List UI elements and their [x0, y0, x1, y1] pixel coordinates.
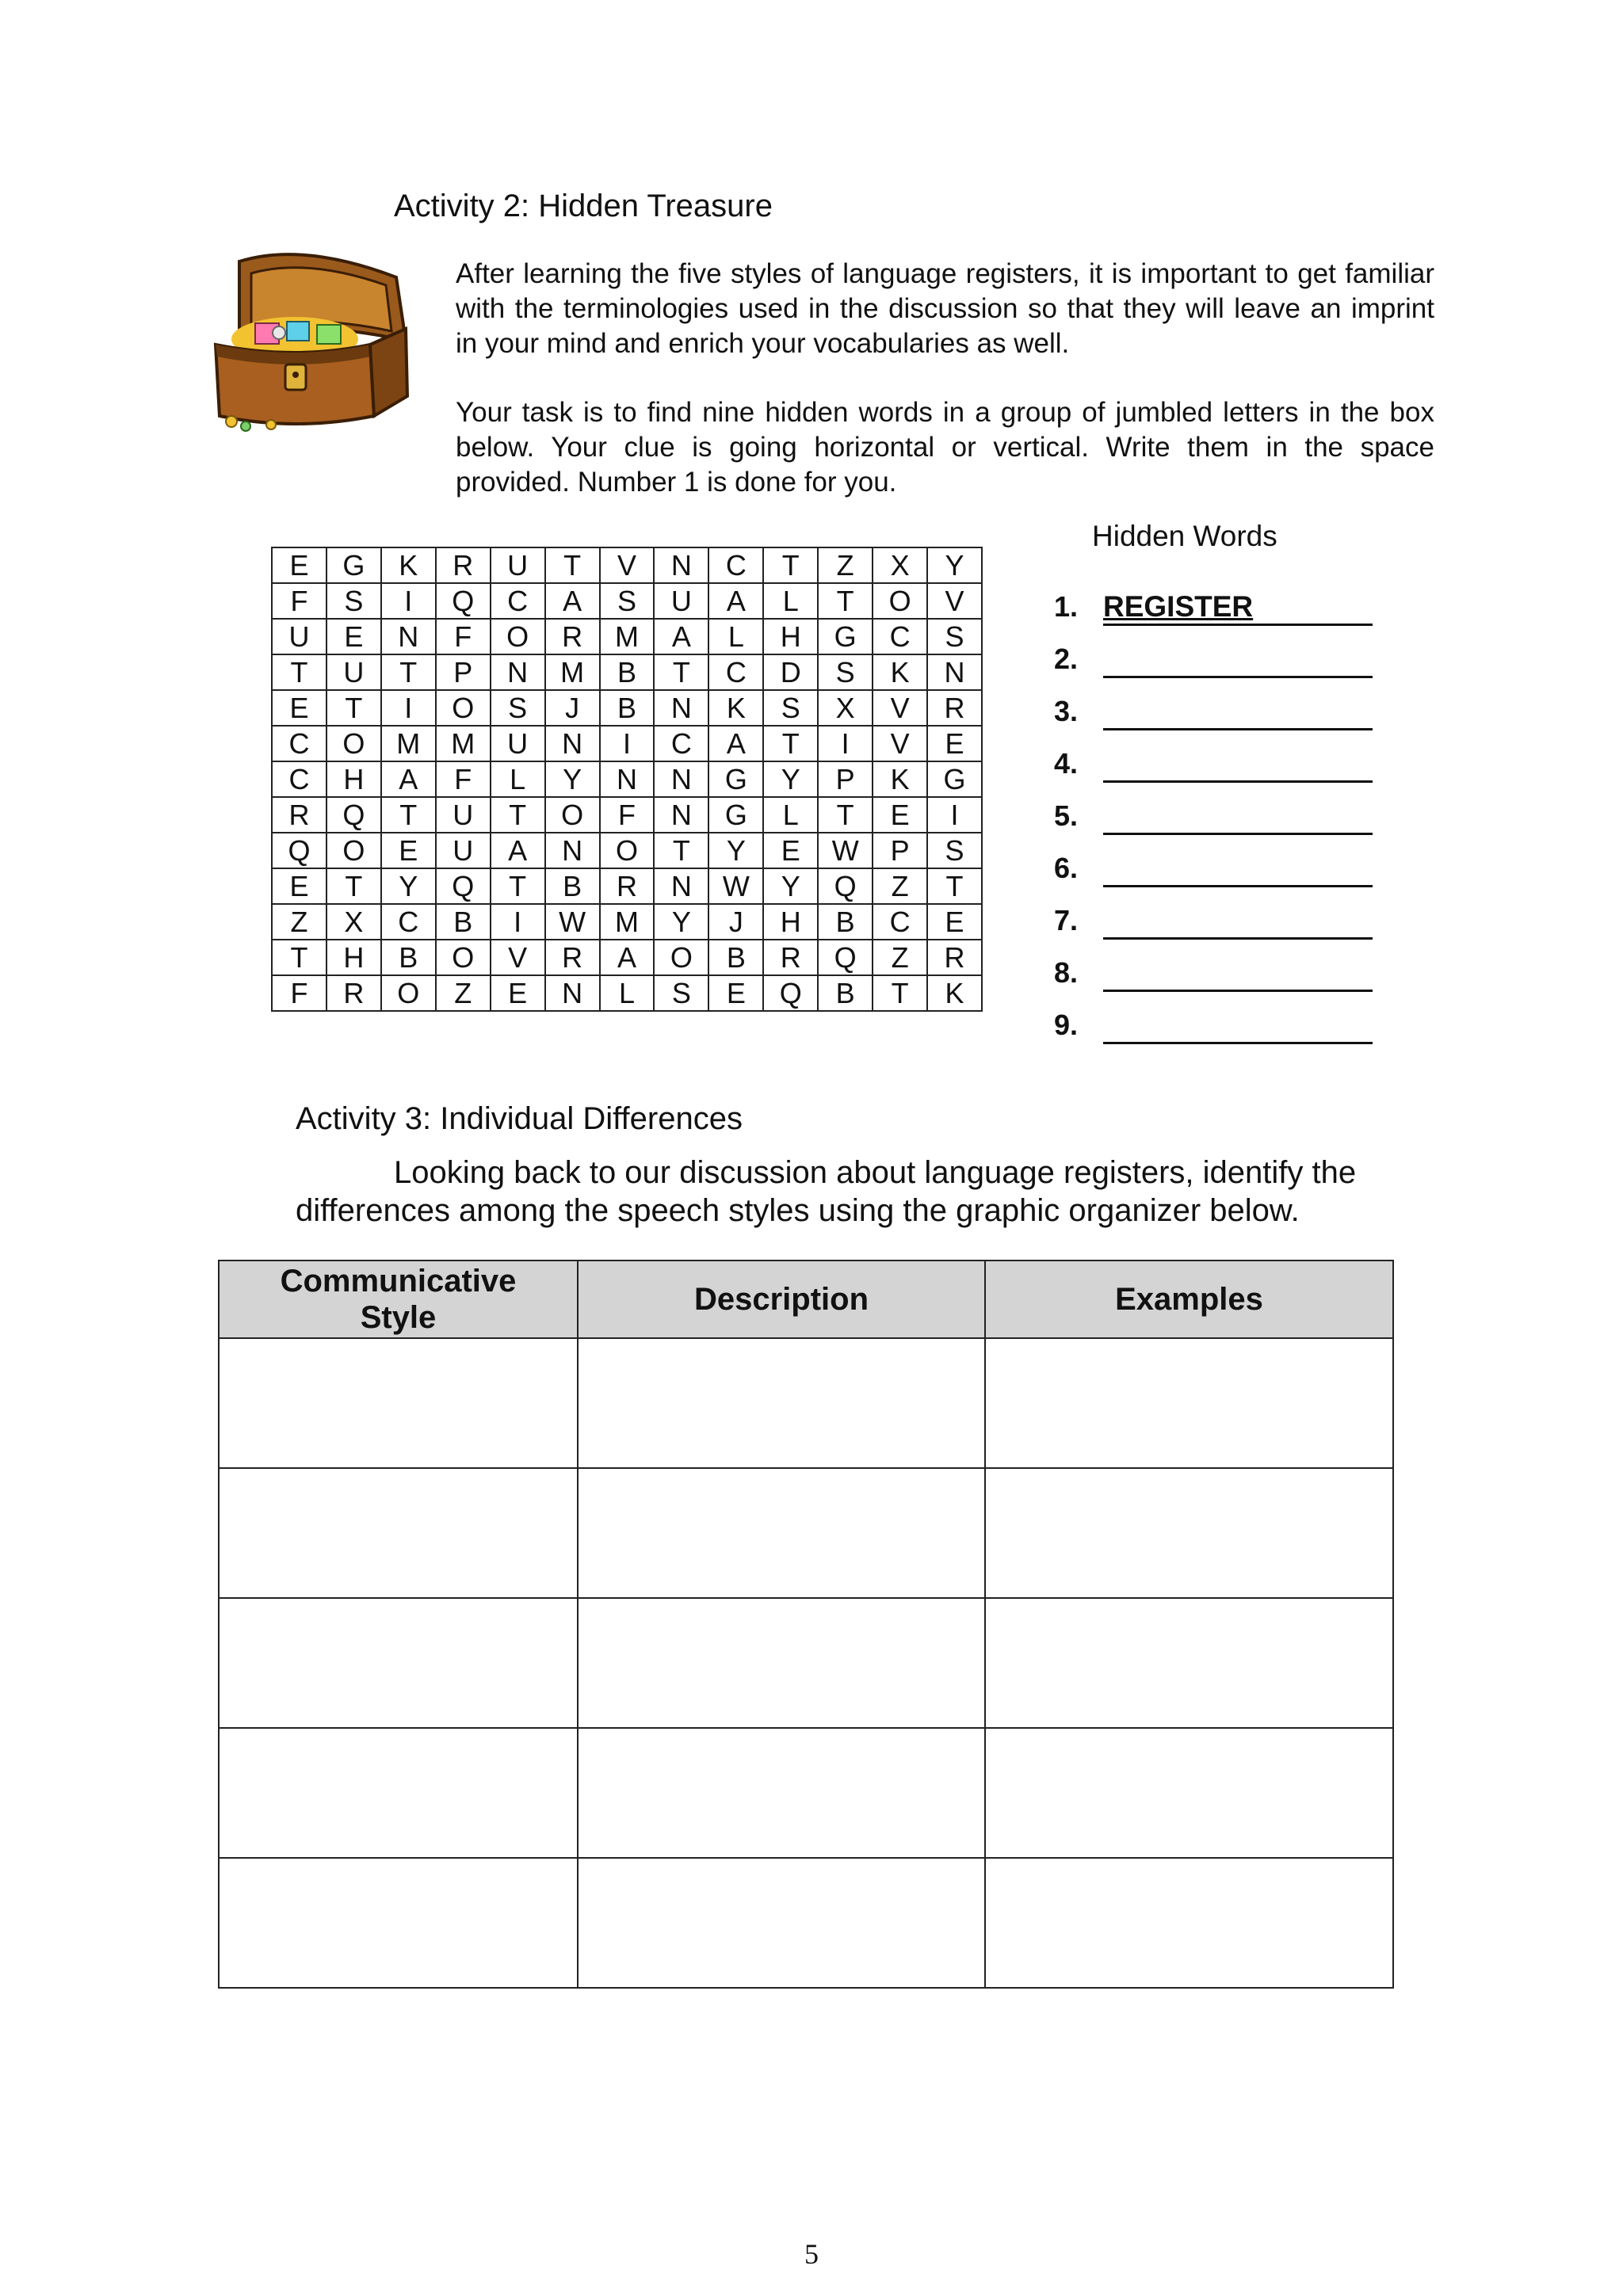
grid-letter-cell[interactable]: P [436, 654, 491, 690]
grid-letter-cell[interactable]: L [600, 975, 655, 1011]
grid-letter-cell[interactable]: C [708, 547, 763, 583]
grid-letter-cell[interactable]: U [272, 619, 327, 654]
grid-letter-cell[interactable]: S [927, 833, 982, 868]
answer-field[interactable]: REGISTER [1103, 590, 1373, 626]
grid-letter-cell[interactable]: M [436, 726, 491, 761]
grid-letter-cell[interactable]: I [381, 583, 436, 619]
grid-letter-cell[interactable]: O [873, 583, 927, 619]
grid-letter-cell[interactable]: T [491, 797, 545, 833]
grid-letter-cell[interactable]: T [381, 654, 436, 690]
answer-field[interactable] [1103, 956, 1373, 992]
grid-letter-cell[interactable]: T [272, 940, 327, 975]
grid-letter-cell[interactable]: W [545, 904, 600, 940]
grid-letter-cell[interactable]: O [600, 833, 655, 868]
grid-letter-cell[interactable]: H [763, 904, 818, 940]
grid-letter-cell[interactable]: C [272, 761, 327, 797]
grid-letter-cell[interactable]: Q [818, 940, 873, 975]
grid-row [272, 726, 982, 761]
grid-letter-cell[interactable]: D [763, 654, 818, 690]
answer-number: 9. [1054, 1009, 1079, 1041]
grid-letter-cell[interactable]: A [654, 619, 708, 654]
answer-number: 8. [1054, 956, 1079, 989]
grid-letter-cell[interactable]: A [708, 583, 763, 619]
grid-letter-cell[interactable]: S [654, 975, 708, 1011]
grid-letter-cell[interactable]: B [436, 904, 491, 940]
grid-letter-cell[interactable]: E [272, 868, 327, 904]
grid-letter-cell[interactable]: T [763, 726, 818, 761]
grid-letter-cell[interactable]: V [873, 726, 927, 761]
grid-letter-cell[interactable]: S [600, 583, 655, 619]
answer-item [1054, 799, 1387, 834]
grid-row [272, 797, 982, 833]
grid-letter-cell[interactable]: M [600, 619, 655, 654]
grid-row [272, 940, 982, 975]
grid-letter-cell[interactable]: T [381, 797, 436, 833]
column-header-description: Description [578, 1261, 985, 1338]
grid-letter-cell[interactable]: L [763, 583, 818, 619]
grid-letter-cell[interactable]: T [272, 654, 327, 690]
table-row [219, 1858, 1393, 1988]
grid-letter-cell[interactable]: A [491, 833, 545, 868]
grid-letter-cell[interactable]: X [327, 904, 381, 940]
grid-letter-cell[interactable]: B [818, 975, 873, 1011]
grid-letter-cell[interactable]: E [708, 975, 763, 1011]
grid-letter-cell[interactable]: W [818, 833, 873, 868]
grid-letter-cell[interactable]: N [545, 726, 600, 761]
grid-letter-cell[interactable]: Y [763, 868, 818, 904]
grid-row [272, 761, 982, 797]
grid-letter-cell[interactable]: X [818, 690, 873, 726]
grid-letter-cell[interactable]: O [436, 940, 491, 975]
grid-letter-cell[interactable]: P [818, 761, 873, 797]
grid-letter-cell[interactable]: K [381, 547, 436, 583]
column-header-communicative-style: Communicative Style [219, 1261, 578, 1338]
grid-letter-cell[interactable]: R [272, 797, 327, 833]
grid-letter-cell[interactable]: T [327, 690, 381, 726]
grid-letter-cell[interactable]: F [272, 583, 327, 619]
examples-cell[interactable] [985, 1598, 1393, 1728]
answer-number: 3. [1054, 695, 1079, 727]
grid-letter-cell[interactable]: T [654, 833, 708, 868]
grid-letter-cell[interactable]: G [708, 761, 763, 797]
answer-number: 2. [1054, 643, 1079, 675]
grid-row [272, 547, 982, 583]
answer-item [1054, 747, 1387, 782]
grid-letter-cell[interactable]: S [927, 619, 982, 654]
answer-number: 1. [1054, 590, 1079, 623]
grid-letter-cell[interactable]: Z [436, 975, 491, 1011]
grid-letter-cell[interactable]: Q [436, 868, 491, 904]
grid-row [272, 690, 982, 726]
grid-letter-cell[interactable]: M [381, 726, 436, 761]
grid-letter-cell[interactable]: J [708, 904, 763, 940]
grid-letter-cell[interactable]: Y [654, 904, 708, 940]
grid-letter-cell[interactable]: U [491, 547, 545, 583]
grid-letter-cell[interactable]: E [272, 690, 327, 726]
grid-letter-cell[interactable]: O [327, 726, 381, 761]
answer-item [1054, 695, 1387, 730]
grid-letter-cell[interactable]: R [927, 940, 982, 975]
grid-letter-cell[interactable]: E [327, 619, 381, 654]
answer-field[interactable] [1103, 1009, 1373, 1044]
grid-letter-cell[interactable]: Q [272, 833, 327, 868]
grid-letter-cell[interactable]: V [491, 940, 545, 975]
grid-letter-cell[interactable]: L [491, 761, 545, 797]
grid-letter-cell[interactable]: C [381, 904, 436, 940]
grid-letter-cell[interactable]: O [654, 940, 708, 975]
grid-letter-cell[interactable]: S [763, 690, 818, 726]
grid-letter-cell[interactable]: N [927, 654, 982, 690]
grid-letter-cell[interactable]: E [873, 797, 927, 833]
table-row [219, 1468, 1393, 1598]
grid-letter-cell[interactable]: A [381, 761, 436, 797]
description-cell[interactable] [578, 1468, 985, 1598]
grid-letter-cell[interactable]: S [491, 690, 545, 726]
grid-letter-cell[interactable]: E [491, 975, 545, 1011]
answer-item [1054, 590, 1387, 625]
answer-item [1054, 643, 1387, 677]
grid-letter-cell[interactable]: C [272, 726, 327, 761]
grid-letter-cell[interactable]: B [708, 940, 763, 975]
grid-letter-cell[interactable]: N [654, 690, 708, 726]
grid-letter-cell[interactable]: T [327, 868, 381, 904]
grid-row [272, 583, 982, 619]
grid-letter-cell[interactable]: R [436, 547, 491, 583]
activity-3-title: Activity 3: Individual Differences [296, 1101, 743, 1136]
description-cell[interactable] [578, 1858, 985, 1988]
grid-letter-cell[interactable]: N [654, 797, 708, 833]
grid-letter-cell[interactable]: Y [545, 761, 600, 797]
description-cell[interactable] [578, 1728, 985, 1858]
word-search-grid[interactable] [271, 547, 983, 1012]
answer-field[interactable] [1103, 799, 1373, 835]
grid-row [272, 619, 982, 654]
grid-letter-cell[interactable]: Y [763, 761, 818, 797]
grid-letter-cell[interactable]: Z [818, 547, 873, 583]
grid-letter-cell[interactable]: J [545, 690, 600, 726]
grid-letter-cell[interactable]: O [436, 690, 491, 726]
grid-row [272, 868, 982, 904]
column-header-examples: Examples [985, 1261, 1393, 1338]
examples-cell[interactable] [985, 1338, 1393, 1468]
grid-letter-cell[interactable]: A [545, 583, 600, 619]
grid-letter-cell[interactable]: T [818, 797, 873, 833]
grid-letter-cell[interactable]: I [491, 904, 545, 940]
grid-letter-cell[interactable]: B [545, 868, 600, 904]
grid-letter-cell[interactable]: C [654, 726, 708, 761]
activity-2-intro-paragraph: After learning the five styles of language registers, it is important to get familiar with the terminologies used in the discussion so that they will leave an imprint in your mind and enrich your vocabularies as well. [456, 258, 1434, 359]
grid-letter-cell[interactable]: O [327, 833, 381, 868]
description-cell[interactable] [578, 1598, 985, 1728]
table-row [219, 1598, 1393, 1728]
grid-letter-cell[interactable]: I [927, 797, 982, 833]
answer-field[interactable] [1103, 747, 1373, 783]
grid-letter-cell[interactable]: B [600, 654, 655, 690]
graphic-organizer-table [218, 1260, 1394, 1989]
grid-letter-cell[interactable]: H [327, 940, 381, 975]
grid-letter-cell[interactable]: C [491, 583, 545, 619]
grid-letter-cell[interactable]: M [600, 904, 655, 940]
grid-letter-cell[interactable]: H [327, 761, 381, 797]
grid-letter-cell[interactable]: L [763, 797, 818, 833]
grid-letter-cell[interactable]: E [381, 833, 436, 868]
grid-letter-cell[interactable]: Z [873, 868, 927, 904]
grid-letter-cell[interactable]: U [491, 726, 545, 761]
grid-letter-cell[interactable]: Q [818, 868, 873, 904]
page-number: 5 [804, 2238, 819, 2270]
answer-field[interactable] [1103, 643, 1373, 678]
activity-3-paragraph [296, 1154, 1397, 1230]
grid-letter-cell[interactable]: N [381, 619, 436, 654]
grid-row [272, 904, 982, 940]
grid-letter-cell[interactable]: R [600, 868, 655, 904]
grid-letter-cell[interactable]: Y [927, 547, 982, 583]
grid-letter-cell[interactable]: U [436, 833, 491, 868]
examples-cell[interactable] [985, 1728, 1393, 1858]
style-cell[interactable] [219, 1338, 578, 1468]
grid-letter-cell[interactable]: F [436, 761, 491, 797]
grid-letter-cell[interactable]: R [927, 690, 982, 726]
grid-letter-cell[interactable]: O [491, 619, 545, 654]
answer-item [1054, 1009, 1387, 1043]
answer-field[interactable] [1103, 904, 1373, 940]
answer-item [1054, 904, 1387, 939]
grid-row [272, 654, 982, 690]
grid-letter-cell[interactable]: S [818, 654, 873, 690]
grid-letter-cell[interactable]: B [600, 690, 655, 726]
grid-letter-cell[interactable]: I [381, 690, 436, 726]
grid-letter-cell[interactable]: R [545, 619, 600, 654]
grid-row [272, 975, 982, 1011]
grid-letter-cell[interactable]: R [545, 940, 600, 975]
grid-letter-cell[interactable]: U [327, 654, 381, 690]
description-cell[interactable] [578, 1338, 985, 1468]
answer-item [1054, 852, 1387, 887]
grid-letter-cell[interactable]: T [818, 583, 873, 619]
answer-number: 6. [1054, 852, 1079, 884]
hidden-words-title: Hidden Words [1092, 520, 1277, 552]
grid-letter-cell[interactable]: U [436, 797, 491, 833]
grid-letter-cell[interactable]: P [873, 833, 927, 868]
grid-letter-cell[interactable]: A [600, 940, 655, 975]
grid-letter-cell[interactable]: T [927, 868, 982, 904]
grid-letter-cell[interactable]: G [927, 761, 982, 797]
activity-3-paragraph-text: Looking back to our discussion about language registers, identify the differences among the speech styles using the graphic organizer below. [296, 1155, 1357, 1228]
grid-letter-cell[interactable]: W [708, 868, 763, 904]
grid-letter-cell[interactable]: N [654, 868, 708, 904]
grid-letter-cell[interactable]: T [491, 868, 545, 904]
grid-letter-cell[interactable]: C [873, 904, 927, 940]
grid-letter-cell[interactable]: M [545, 654, 600, 690]
grid-letter-cell[interactable]: V [927, 583, 982, 619]
examples-cell[interactable] [985, 1468, 1393, 1598]
grid-letter-cell[interactable]: X [873, 547, 927, 583]
grid-letter-cell[interactable]: B [381, 940, 436, 975]
grid-letter-cell[interactable]: O [381, 975, 436, 1011]
grid-letter-cell[interactable]: Y [381, 868, 436, 904]
table-row [219, 1338, 1393, 1468]
activity-2-title: Activity 2: Hidden Treasure [394, 189, 773, 223]
grid-letter-cell[interactable]: C [708, 654, 763, 690]
grid-letter-cell[interactable]: K [927, 975, 982, 1011]
grid-row [272, 833, 982, 868]
grid-letter-cell[interactable]: I [600, 726, 655, 761]
answer-number: 7. [1054, 904, 1079, 936]
grid-letter-cell[interactable]: F [272, 975, 327, 1011]
grid-letter-cell[interactable]: N [654, 761, 708, 797]
grid-letter-cell[interactable]: H [763, 619, 818, 654]
grid-letter-cell[interactable]: N [545, 833, 600, 868]
style-cell[interactable] [219, 1728, 578, 1858]
answer-field[interactable] [1103, 695, 1373, 730]
grid-letter-cell[interactable]: K [873, 761, 927, 797]
examples-cell[interactable] [985, 1858, 1393, 1988]
grid-letter-cell[interactable]: Y [708, 833, 763, 868]
grid-letter-cell[interactable]: S [327, 583, 381, 619]
grid-letter-cell[interactable]: G [818, 619, 873, 654]
grid-letter-cell[interactable]: T [763, 547, 818, 583]
grid-letter-cell[interactable]: E [927, 726, 982, 761]
grid-letter-cell[interactable]: Q [763, 975, 818, 1011]
grid-letter-cell[interactable]: T [873, 975, 927, 1011]
table-header-row [219, 1261, 1393, 1338]
grid-letter-cell[interactable]: U [654, 583, 708, 619]
grid-letter-cell[interactable]: B [818, 904, 873, 940]
style-cell[interactable] [219, 1468, 578, 1598]
grid-letter-cell[interactable]: E [927, 904, 982, 940]
grid-letter-cell[interactable]: Q [436, 583, 491, 619]
grid-letter-cell[interactable]: N [545, 975, 600, 1011]
grid-letter-cell[interactable]: K [708, 690, 763, 726]
activity-2-task-paragraph: Your task is to find nine hidden words in a group of jumbled letters in the box below. Your clue is going horizontal or vertical. Write them in the space provided. Number 1 is done for you. [456, 397, 1434, 498]
grid-letter-cell[interactable]: Z [873, 940, 927, 975]
grid-letter-cell[interactable]: F [600, 797, 655, 833]
grid-letter-cell[interactable]: I [818, 726, 873, 761]
grid-letter-cell[interactable]: T [545, 547, 600, 583]
style-cell[interactable] [219, 1858, 578, 1988]
grid-letter-cell[interactable]: N [600, 761, 655, 797]
answer-field[interactable] [1103, 852, 1373, 887]
grid-letter-cell[interactable]: K [873, 654, 927, 690]
grid-letter-cell[interactable]: R [763, 940, 818, 975]
style-cell[interactable] [219, 1598, 578, 1728]
grid-letter-cell[interactable]: G [708, 797, 763, 833]
table-row [219, 1728, 1393, 1858]
grid-letter-cell[interactable]: F [436, 619, 491, 654]
answer-number: 5. [1054, 799, 1079, 832]
grid-letter-cell[interactable]: V [600, 547, 655, 583]
grid-letter-cell[interactable]: Z [272, 904, 327, 940]
grid-letter-cell[interactable]: C [873, 619, 927, 654]
treasure-chest-image [208, 246, 415, 432]
grid-letter-cell[interactable]: N [654, 547, 708, 583]
answer-number: 4. [1054, 747, 1079, 780]
grid-letter-cell[interactable]: V [873, 690, 927, 726]
grid-letter-cell[interactable]: G [327, 547, 381, 583]
grid-letter-cell[interactable]: T [654, 654, 708, 690]
grid-letter-cell[interactable]: E [763, 833, 818, 868]
grid-letter-cell[interactable]: Q [327, 797, 381, 833]
grid-letter-cell[interactable]: A [708, 726, 763, 761]
grid-letter-cell[interactable]: E [272, 547, 327, 583]
grid-letter-cell[interactable]: R [327, 975, 381, 1011]
grid-letter-cell[interactable]: L [708, 619, 763, 654]
answer-item [1054, 956, 1387, 991]
grid-letter-cell[interactable]: O [545, 797, 600, 833]
grid-letter-cell[interactable]: N [491, 654, 545, 690]
